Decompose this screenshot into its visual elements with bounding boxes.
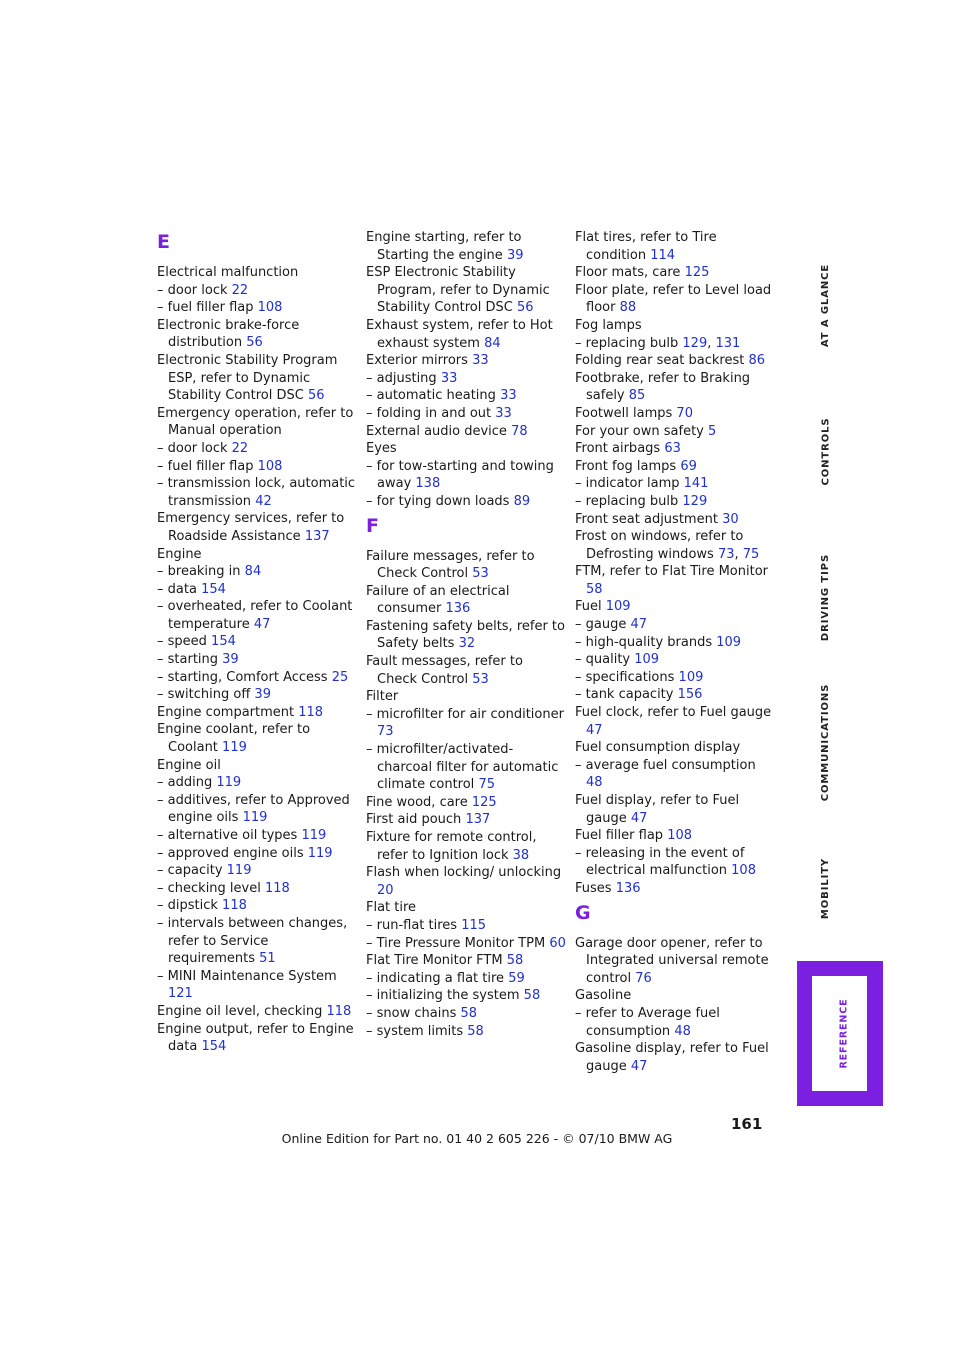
page-link[interactable]: 58 — [523, 988, 541, 1004]
index-entry — [366, 387, 566, 405]
index-entry-text: – capacity — [157, 863, 223, 879]
index-entry-text: – replacing bulb — [575, 493, 679, 509]
index-entry — [157, 264, 357, 282]
page-link[interactable]: 136 — [615, 880, 641, 896]
index-entry-text: Fuel filler flap — [575, 828, 664, 844]
index-entry-text: – tank capacity — [575, 687, 674, 703]
index-entry — [575, 563, 775, 598]
index-entry — [157, 633, 357, 651]
index-entry-text: – MINI Maintenance System — [157, 968, 337, 984]
index-entry-text: FTM, refer to Flat Tire Monitor — [575, 564, 769, 580]
page-link[interactable]: 154 — [201, 581, 226, 597]
page-link[interactable]: 156 — [677, 687, 703, 703]
index-entry-text: – releasing in the event of electrical malfunction — [575, 845, 745, 879]
index-entry-text: Gasoline display, refer to Fuel gauge — [575, 1041, 769, 1074]
index-entry-text: Fuses — [575, 880, 612, 896]
index-entry-text: – approved engine oils — [157, 845, 304, 861]
sidebar-tab-label: DRIVING TIPS — [820, 553, 832, 641]
page-link[interactable]: 5 — [708, 423, 717, 439]
index-entry-text: Engine output, refer to Engine data — [157, 1021, 354, 1055]
index-entry — [575, 1040, 775, 1075]
index-entry-text: – intervals between changes, refer to Service requirements — [157, 915, 348, 967]
index-entry-text: – overheated, refer to Coolant temperature — [157, 599, 353, 632]
page-link[interactable]: 119 — [222, 740, 247, 756]
page-link[interactable]: 75 — [478, 777, 495, 793]
page-link[interactable]: 154 — [211, 634, 236, 650]
index-entry-text: Fault messages, refer to Check Control — [366, 654, 523, 687]
index-entry — [157, 845, 357, 863]
index-entry-text: – microfilter for air conditioner — [366, 706, 564, 722]
page-link[interactable]: 39 — [222, 652, 239, 668]
index-entry-text: – for tow-starting and towing away — [366, 458, 554, 492]
page-link[interactable]: 33 — [440, 370, 458, 386]
index-entry-text: – door lock — [157, 440, 228, 456]
index-entry-text: – system limits — [366, 1023, 464, 1039]
index-entry-text: Flat Tire Monitor FTM — [366, 953, 503, 969]
index-entry — [157, 704, 357, 722]
index-entry-text: Flash when locking/ unlocking — [366, 865, 562, 881]
index-entry — [366, 423, 566, 441]
index-entry — [157, 669, 357, 687]
index-entry — [366, 229, 566, 264]
index-entry-text: – specifications — [575, 669, 675, 685]
index-entry-text: – run-flat tires — [366, 917, 458, 933]
index-entry — [575, 616, 775, 634]
page-link[interactable]: 73 — [377, 724, 394, 740]
page-link[interactable]: 48 — [586, 775, 603, 791]
index-entry — [157, 792, 357, 827]
page-link[interactable]: 56 — [307, 388, 325, 404]
index-entry — [157, 440, 357, 458]
page-link[interactable]: 76 — [635, 970, 652, 986]
page-link[interactable]: 85 — [628, 388, 646, 404]
page-link[interactable]: 84 — [484, 335, 501, 351]
page-link[interactable]: 137 — [465, 812, 491, 828]
sidebar-tab-reference-active[interactable] — [797, 961, 883, 1106]
index-entry — [366, 741, 566, 794]
index-entry — [575, 405, 775, 423]
index-entry — [366, 811, 566, 829]
index-entry-text: Garage door opener, refer to Integrated universal remote control — [575, 935, 769, 986]
index-entry-text: – quality — [575, 652, 631, 668]
index-entry — [157, 721, 357, 756]
index-entry-text: Engine starting, refer to Starting the engine — [366, 230, 522, 263]
index-entry-text: Front fog lamps — [575, 458, 677, 474]
index-entry — [575, 669, 775, 687]
index-entry-text: Fog lamps — [575, 317, 642, 333]
page-link[interactable]: 108 — [667, 828, 693, 844]
index-entry — [157, 546, 357, 564]
index-entry — [366, 917, 566, 935]
index-entry-text: Failure messages, refer to Check Control — [366, 548, 535, 582]
page-link[interactable]: 108 — [257, 458, 283, 474]
index-entry-text: – gauge — [575, 617, 627, 633]
index-entry-text: Fuel — [575, 599, 602, 615]
index-entry — [575, 352, 775, 370]
page-link[interactable]: 119 — [301, 828, 327, 843]
index-entry-text: Fine wood, care — [366, 794, 468, 810]
index-entry-text: Floor plate, refer to Level load floor — [575, 282, 772, 316]
page-link[interactable]: 118 — [222, 898, 247, 914]
sidebar-tab-communications[interactable] — [818, 682, 834, 802]
index-entry — [575, 493, 775, 511]
index-entry — [575, 229, 775, 264]
index-entry — [366, 370, 566, 388]
page-link[interactable]: 154 — [201, 1039, 227, 1055]
index-entry — [366, 405, 566, 423]
index-entry-text: Floor mats, care — [575, 265, 681, 281]
index-entry — [157, 352, 357, 405]
index-entry — [575, 739, 775, 757]
index-entry-text: Fixture for remote control, refer to Ignition lock — [366, 830, 537, 863]
index-entry-text: Front airbags — [575, 441, 661, 457]
index-entry-text: Electronic brake-force distribution — [157, 317, 300, 351]
index-entry — [575, 634, 775, 652]
page-link[interactable]: 56 — [516, 300, 534, 316]
index-entry — [575, 987, 775, 1005]
index-entry-text: – adding — [157, 775, 213, 791]
page-link[interactable]: 51 — [259, 951, 276, 967]
index-entry-text: – door lock — [157, 282, 228, 298]
index-entry-text: – indicating a flat tire — [366, 970, 505, 986]
sidebar-tab-label: MOBILITY — [820, 857, 832, 919]
index-entry-text: – breaking in — [157, 564, 241, 580]
page-link[interactable]: 56 — [246, 335, 263, 351]
page-link[interactable]: 47 — [630, 810, 648, 826]
index-entry — [575, 651, 775, 669]
page-link[interactable]: 25 — [331, 669, 349, 685]
index-entry — [157, 282, 357, 300]
page-link[interactable]: 33 — [500, 388, 517, 404]
page-link[interactable]: 47 — [253, 616, 271, 632]
index-entry-text: – dipstick — [157, 898, 218, 914]
sidebar-tab-label: REFERENCE — [838, 998, 850, 1069]
page-link[interactable]: 114 — [650, 247, 676, 263]
index-entry-text: – fuel filler flap — [157, 458, 254, 474]
index-entry — [157, 563, 357, 581]
page-link[interactable]: 38 — [512, 847, 530, 863]
index-entry — [575, 282, 775, 317]
index-entry — [366, 458, 566, 493]
index-column-1 — [157, 229, 357, 1056]
page-link[interactable]: 42 — [255, 493, 272, 509]
page-link[interactable]: 118 — [264, 880, 290, 896]
index-entry-text: Folding rear seat backrest — [575, 353, 745, 369]
index-entry — [157, 458, 357, 476]
index-entry-text: Emergency services, refer to Roadside Assistance — [157, 511, 345, 544]
index-entry — [575, 792, 775, 827]
index-entry — [366, 264, 566, 317]
index-entry-text: Fuel display, refer to Fuel gauge — [575, 793, 740, 826]
index-entry-text: – alternative oil types — [157, 828, 298, 843]
index-entry — [157, 598, 357, 633]
page-link[interactable]: 59 — [508, 970, 525, 986]
index-entry — [366, 352, 566, 370]
index-entry — [366, 1005, 566, 1023]
index-entry-text: Engine oil level, checking — [157, 1003, 323, 1019]
page-link[interactable]: 33 — [495, 405, 512, 421]
index-entry — [157, 510, 357, 545]
index-entry-text: Fastening safety belts, refer to Safety belts — [366, 618, 565, 652]
index-entry — [366, 794, 566, 812]
page-link[interactable]: 70 — [676, 405, 693, 421]
index-entry — [575, 704, 775, 739]
index-entry-text: – microfilter/activated-charcoal filter for automatic climate control — [366, 742, 559, 793]
index-entry-text: Electronic Stability Program ESP, refer to Dynamic Stability Control DSC — [157, 352, 338, 404]
index-entry-text: Footbrake, refer to Braking safely — [575, 370, 751, 404]
page-link[interactable]: 125 — [684, 265, 710, 281]
index-entry-text: – average fuel consumption — [575, 757, 756, 773]
index-entry-text: For your own safety — [575, 423, 704, 439]
index-entry-text: – automatic heating — [366, 388, 496, 404]
index-entry — [157, 968, 357, 1003]
index-entry — [157, 581, 357, 599]
page-link[interactable]: 109 — [634, 652, 660, 668]
page-link[interactable]: 78 — [511, 423, 528, 439]
page-link[interactable]: 118 — [326, 1003, 352, 1019]
index-entry — [157, 475, 357, 510]
index-entry-text: Footwell lamps — [575, 405, 673, 421]
index-entry — [575, 845, 775, 880]
page-link[interactable]: 86 — [748, 353, 766, 369]
page-link[interactable]: 141 — [683, 476, 709, 492]
index-entry — [575, 458, 775, 476]
page-link[interactable]: 118 — [298, 704, 324, 720]
index-entry — [366, 952, 566, 970]
index-entry — [575, 757, 775, 792]
page-link[interactable]: 119 — [242, 810, 268, 826]
page-link[interactable]: 137 — [304, 528, 330, 544]
page-link[interactable]: 129 — [682, 493, 708, 509]
index-entry — [366, 899, 566, 917]
sidebar-tab-driving-tips[interactable] — [818, 555, 834, 639]
index-entry — [366, 493, 566, 511]
index-entry-text: Exterior mirrors — [366, 353, 468, 369]
page-link[interactable]: 47 — [630, 1058, 648, 1074]
index-entry-text: Fuel clock, refer to Fuel gauge — [575, 705, 772, 721]
page-link[interactable]: 22 — [231, 440, 249, 456]
page-link[interactable]: 63 — [664, 441, 681, 457]
index-entry-text: Engine oil — [157, 757, 221, 773]
index-entry — [157, 897, 357, 915]
index-entry-text: – fuel filler flap — [157, 300, 254, 316]
sidebar-tab-mobility[interactable] — [818, 855, 834, 921]
sidebar-tab-label: COMMUNICATIONS — [820, 683, 832, 801]
page-link[interactable]: 119 — [216, 775, 242, 791]
index-entry — [366, 1023, 566, 1041]
page-link[interactable]: 58 — [506, 953, 524, 969]
page-link[interactable]: 39 — [506, 247, 524, 263]
index-entry-text: – high-quality brands — [575, 634, 713, 650]
footer-text: Online Edition for Part no. 01 40 2 605 226 - © 07/10 BMW AG — [281, 1131, 673, 1146]
index-entry-text: – transmission lock, automatic transmission — [157, 476, 356, 509]
index-entry — [366, 987, 566, 1005]
index-entry — [157, 299, 357, 317]
page-link[interactable]: 69 — [680, 458, 697, 474]
page-link[interactable]: 121 — [168, 986, 193, 1002]
index-entry — [157, 651, 357, 669]
index-entry — [157, 757, 357, 775]
page-link[interactable]: 53 — [472, 566, 489, 582]
index-entry-text: – refer to Average fuel consumption — [575, 1005, 720, 1039]
index-entry — [157, 317, 357, 352]
page-link[interactable]: 84 — [244, 564, 262, 580]
index-entry-text: Flat tires, refer to Tire condition — [575, 230, 717, 263]
index-entry — [366, 970, 566, 988]
index-entry — [366, 864, 566, 899]
page-link[interactable]: 22 — [231, 282, 249, 298]
page-link[interactable]: 129 — [682, 335, 708, 351]
page-link[interactable]: 20 — [377, 882, 394, 898]
index-column-2 — [366, 229, 566, 1040]
page-link[interactable]: 131 — [715, 335, 741, 351]
page-link[interactable]: 48 — [674, 1023, 691, 1039]
index-entry-text: Exhaust system, refer to Hot exhaust system — [366, 317, 553, 351]
index-entry — [575, 440, 775, 458]
index-entry-text: First aid pouch — [366, 812, 462, 828]
index-entry — [157, 1021, 357, 1056]
page-link[interactable]: 47 — [586, 722, 603, 738]
index-entry — [575, 686, 775, 704]
page-link[interactable]: 119 — [307, 845, 333, 861]
index-entry-text: – starting, Comfort Access — [157, 669, 328, 685]
index-column-3 — [575, 229, 775, 1075]
index-entry-text: Front seat adjustment — [575, 511, 718, 527]
index-entry — [575, 423, 775, 441]
page-link[interactable]: 108 — [731, 863, 756, 879]
page-link[interactable]: 115 — [461, 917, 487, 933]
page-link[interactable]: 60 — [549, 935, 566, 951]
page-link[interactable]: 58 — [467, 1023, 484, 1039]
sidebar-tab-label: AT A GLANCE — [820, 263, 832, 347]
index-entry-text: – Tire Pressure Monitor TPM — [366, 935, 546, 951]
index-entry-text: – additives, refer to Approved engine oils — [157, 792, 350, 826]
index-entry — [575, 317, 775, 335]
page-link[interactable]: 119 — [226, 863, 252, 879]
index-entry-text: Engine coolant, refer to Coolant — [157, 722, 311, 756]
index-entry-text: Electrical malfunction — [157, 265, 299, 280]
index-entry — [366, 440, 566, 458]
page-link[interactable]: 30 — [722, 511, 739, 527]
index-entry — [366, 829, 566, 864]
page-number: 161 — [731, 1115, 763, 1133]
page-link[interactable]: 47 — [630, 617, 648, 633]
index-entry — [157, 880, 357, 898]
index-entry-text: Engine — [157, 546, 202, 562]
page-link[interactable]: 109 — [716, 634, 742, 650]
index-entry — [366, 653, 566, 688]
page-link[interactable]: 88 — [619, 300, 637, 316]
index-entry-text: – adjusting — [366, 370, 437, 386]
page-link[interactable]: 73 — [717, 546, 735, 562]
index-entry — [366, 706, 566, 741]
index-entry-text: Flat tire — [366, 900, 417, 916]
index-entry — [157, 915, 357, 968]
page-link[interactable]: 58 — [586, 581, 603, 597]
sidebar-tab-label: CONTROLS — [820, 416, 832, 486]
index-entry — [575, 827, 775, 845]
index-entry — [366, 688, 566, 706]
reference-tab-inner — [812, 976, 867, 1091]
index-entry-text: Fuel consumption display — [575, 740, 741, 756]
index-entry — [157, 686, 357, 704]
index-entry-text: Filter — [366, 689, 399, 705]
index-letter-heading: G — [575, 901, 591, 924]
index-entry — [366, 583, 566, 618]
index-entry: Frost on windows, refer to Defrosting windows 73, 75 — [575, 529, 760, 562]
index-entry — [575, 880, 775, 898]
page-link[interactable]: 125 — [471, 794, 497, 810]
index-entry-text: ESP Electronic Stability Program, refer to Dynamic Stability Control DSC — [366, 265, 550, 316]
index-entry-text: – speed — [157, 634, 207, 650]
index-entry-text: – checking level — [157, 880, 261, 896]
index-entry — [157, 827, 357, 845]
page-link[interactable]: 58 — [460, 1005, 478, 1021]
index-entry-text: – replacing bulb — [575, 335, 679, 351]
index-entry-text: Engine compartment — [157, 704, 295, 720]
index-entry-text: – indicator lamp — [575, 476, 680, 492]
index-entry — [366, 935, 566, 953]
index-entry — [157, 862, 357, 880]
index-entry — [575, 511, 775, 529]
sidebar-tab-controls[interactable] — [818, 414, 834, 488]
page-link[interactable]: 32 — [458, 636, 476, 652]
index-entry — [575, 1005, 775, 1040]
page-link[interactable]: 109 — [678, 669, 704, 685]
index-entry-text: – data — [157, 581, 197, 597]
page-link[interactable]: 75 — [742, 546, 760, 562]
index-entry — [157, 405, 357, 440]
page-link[interactable]: 136 — [445, 601, 471, 617]
index-entry — [157, 774, 357, 792]
page-link[interactable]: 53 — [472, 671, 489, 687]
index-entry-text: – initializing the system — [366, 988, 520, 1004]
index-entry-text: Emergency operation, refer to Manual operation — [157, 405, 354, 439]
page-link[interactable]: 109 — [605, 599, 631, 615]
index-entry — [575, 264, 775, 282]
page-link[interactable]: 39 — [254, 687, 271, 703]
page-link[interactable]: 108 — [257, 300, 283, 316]
index-entry — [366, 317, 566, 352]
index-entry-text: – switching off — [157, 687, 251, 703]
index-entry-text: Failure of an electrical consumer — [366, 583, 510, 617]
index-entry-text: Eyes — [366, 441, 397, 457]
index-entry-text: External audio device — [366, 423, 507, 439]
index-entry-text: – folding in and out — [366, 405, 492, 421]
index-entry — [575, 475, 775, 493]
page-link[interactable]: 33 — [472, 353, 489, 369]
index-entry-text: – for tying down loads — [366, 493, 510, 509]
index-entry: – replacing bulb 129, 131 — [575, 335, 741, 351]
index-entry — [366, 548, 566, 583]
index-entry-text: Frost on windows, refer to Defrosting windows — [575, 529, 744, 562]
index-entry-text: – starting — [157, 652, 219, 668]
index-entry — [157, 1003, 357, 1021]
index-entry — [366, 618, 566, 653]
index-entry — [575, 935, 775, 988]
index-entry-text: Gasoline — [575, 988, 632, 1004]
index-letter-heading: F — [366, 514, 379, 537]
index-entry-text: – snow chains — [366, 1005, 457, 1021]
index-letter-heading: E — [157, 231, 170, 253]
index-entry — [575, 370, 775, 405]
page-link[interactable]: 89 — [513, 493, 531, 509]
page-link[interactable]: 138 — [415, 476, 441, 492]
sidebar-tab-at-a-glance[interactable] — [818, 262, 834, 348]
index-entry — [575, 598, 775, 616]
